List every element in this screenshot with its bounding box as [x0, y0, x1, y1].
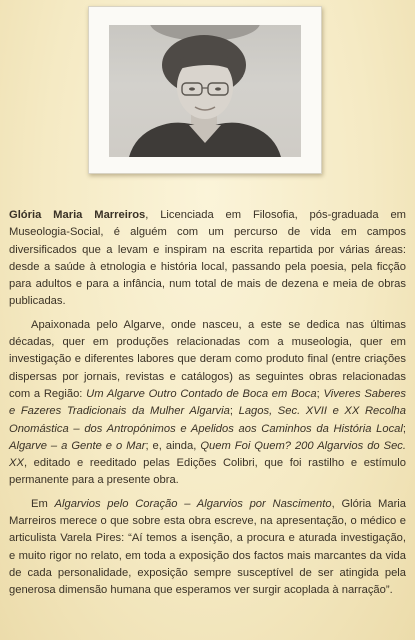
separator: ; — [402, 422, 406, 435]
book-title: Viveres Saberes e Fazeres Tradicionais da Mulher Algarvia — [9, 387, 406, 418]
bio-p1-text: , Licenciada em Filosofia, pós-graduada em Museologia-Social, é alguém com um percurso de vida em campos diversificados que a levam e inspiram na escrita repartida por várias áreas: desde a saúde à etnologia e história local, passando pela poesia, pela ficção para adultos e para a infância, num total de mais de dezena e meia de obras publicadas. — [9, 209, 406, 308]
bio-p3-text-0: Em — [31, 497, 55, 510]
separator: ; e, ainda, — [145, 439, 201, 452]
bio-paragraph-2 — [9, 317, 406, 490]
book-title: Lagos, Sec. XVII e XX Recolha Onomástica – dos Antropónimos e Apelidos aos Caminhos da História Local — [9, 405, 406, 435]
author-portrait — [109, 25, 301, 157]
portrait-eye-right — [215, 87, 221, 90]
portrait-image — [109, 25, 301, 157]
bio-p2-text-1: Apaixonada pelo Algarve, onde nasceu, a este se dedica nas últimas décadas, quer em produções relacionadas com a museologia, quer em investigação e diferentes labores que deram como produto final (entre criações dispersas por jornais, revistas e catálogos) as seguintes obras relacionadas com a Região: — [9, 318, 406, 400]
bio-p3-text-1: , Glória Maria Marreiros merece o que sobre esta obra escreve, na apresentação, o médico e articulista Varela Pires: “Aí temos a isenção, a procura e aturada investigação, e muito rigor no relato, em toda a exposição dos factos mais marcantes da vida de cada personalidade, exposição sempre susceptível de ser atingida pela generosa dimensão humana que esperamos ver surgir acoplada à narração”. — [9, 497, 407, 597]
book-title: Quem Foi Quem? 200 Algarvios do Sec. XX — [9, 439, 407, 470]
author-name: Glória Maria Marreiros — [9, 209, 146, 221]
book-title: Algarve – a Gente e o Mar — [9, 439, 146, 452]
separator: ; — [229, 405, 239, 418]
bio-paragraph-1 — [9, 207, 406, 311]
book-title: Algarvios pelo Coração – Algarvios por Nascimento — [54, 497, 332, 510]
separator: ; — [316, 387, 324, 400]
portrait-eye-left — [189, 87, 195, 90]
book-title: Um Algarve Outro Contado de Boca em Boca — [86, 387, 317, 400]
bio-p2-text-2: , editado e reeditado pelas Edições Colibri, que foi rastilho e estímulo permanente para a presente obra. — [9, 457, 406, 487]
photo-frame — [88, 6, 322, 174]
bio-paragraph-3 — [9, 496, 406, 600]
biography-text — [9, 207, 406, 606]
